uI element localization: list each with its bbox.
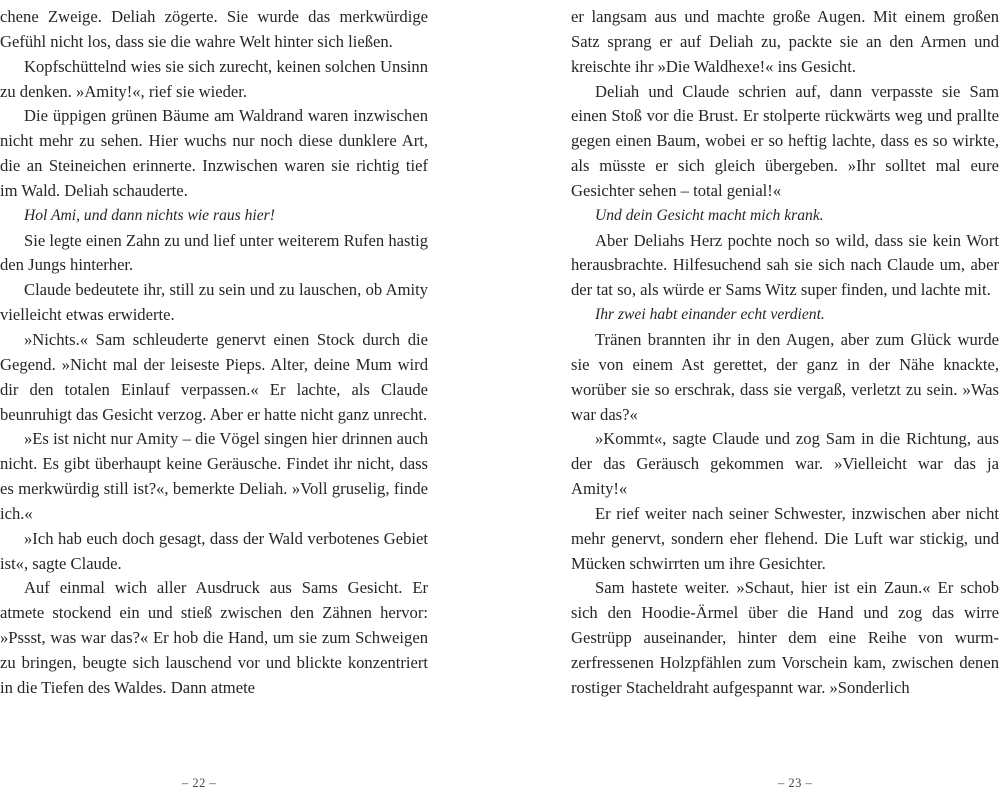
paragraph: »Nichts.« Sam schleuderte genervt einen Stock durch die Gegend. »Nicht mal der leiseste Pieps. Alter, deine Mum wird dir den totalen Einlauf verpassen.« Er lachte, als Claude beunruhigt das Gesicht verzog. Aber er hatte nicht ganz unrecht.	[0, 329, 428, 424]
paragraph: Tränen brannten ihr in den Augen, aber zum Glück wurde sie von einem Ast gerettet, der ganz in der Nähe knackte, worüber sie so erschrak, dass sie vergaß, verletzt zu sein. »Was war das?«	[571, 329, 999, 424]
paragraph: Sie legte einen Zahn zu und lief unter weiterem Rufen hastig den Jungs hinterher.	[0, 230, 428, 275]
paragraph: Er rief weiter nach seiner Schwester, inzwischen aber nicht mehr genervt, sondern eher flehend. Die Luft war stickig, und Mücken schwirrten um ihre Gesichter.	[571, 503, 999, 573]
page-number-left: – 22 –	[182, 776, 217, 790]
paragraph: Claude bedeutete ihr, still zu sein und zu lauschen, ob Amity vielleicht etwas erwiderte.	[0, 280, 428, 325]
paragraph: Auf einmal wich aller Ausdruck aus Sams Gesicht. Er atmete stockend ein und stieß zwischen den Zähnen hervor: »Pssst, was war das?« Er hob die Hand, um sie zum Schweigen zu bringen, beugte sich lauschend vor und blickte konzentriert in die Tiefen des Waldes. Dann atmete	[0, 578, 428, 697]
right-page	[571, 5, 999, 785]
paragraph: Sam hastete weiter. »Schaut, hier ist ein Zaun.« Er schob sich den Hoodie-Ärmel über die Hand und zog das wirre Gestrüpp auseinander, hinter dem eine Reihe von wurmzerfressenen Holzpfählen zum Vorschein kam, zwischen denen rostiger Stacheldraht aufgespannt war. »Sonderlich	[571, 578, 999, 697]
italic-thought: Hol Ami, und dann nichts wie raus hier!	[24, 206, 275, 224]
paragraph: »Kommt«, sagte Claude und zog Sam in die Richtung, aus der das Geräusch gekommen war. »Vielleicht war das ja Amity!«	[571, 429, 999, 499]
paragraph: er langsam aus und machte große Augen. Mit einem großen Satz sprang er auf Deliah zu, packte sie an den Armen und kreischte ihr »Die Waldhexe!« ins Gesicht.	[571, 7, 999, 76]
paragraph: Die üppigen grünen Bäume am Waldrand waren inzwischen nicht mehr zu sehen. Hier wuchs nur noch diese dunklere Art, die an Steineichen erinnerte. Inzwischen waren sie richtig tief im Wald. Deliah schauderte.	[0, 106, 428, 200]
italic-thought: Und dein Gesicht macht mich krank.	[595, 206, 824, 224]
italic-thought: Ihr zwei habt einander echt verdient.	[595, 306, 825, 324]
page-number-right: – 23 –	[778, 776, 813, 790]
paragraph: Aber Deliahs Herz pochte noch so wild, dass sie kein Wort herausbrachte. Hilfesuchend sah sie sich nach Claude um, aber der tat so, als würde er Sams Witz super finden, und lachte mit.	[571, 230, 999, 300]
paragraph: »Es ist nicht nur Amity – die Vögel singen hier drinnen auch nicht. Es gibt überhaupt keine Geräusche. Findet ihr nicht, dass es merkwürdig still ist?«, bemerkte Deliah. »Voll gruselig, finde ich.«	[0, 429, 428, 523]
paragraph: »Ich hab euch doch gesagt, dass der Wald verbotenes Gebiet ist«, sagte Claude.	[0, 528, 428, 573]
left-page-body	[0, 5, 428, 701]
left-page	[0, 5, 428, 785]
right-page-body	[571, 5, 999, 701]
paragraph: chene Zweige. Deliah zögerte. Sie wurde das merkwürdige Gefühl nicht los, dass sie die wahre Welt hinter sich ließen.	[0, 7, 428, 51]
paragraph: Deliah und Claude schrien auf, dann verpasste sie Sam einen Stoß vor die Brust. Er stolperte rückwärts weg und prallte gegen einen Baum, wobei er so heftig lachte, dass es so wirkte, als müsste er sich gleich übergeben. »Ihr solltet mal eure Gesichter sehen – total genial!«	[571, 81, 999, 200]
paragraph: Kopfschüttelnd wies sie sich zurecht, keinen solchen Unsinn zu denken. »Amity!«, rief sie wieder.	[0, 56, 428, 101]
